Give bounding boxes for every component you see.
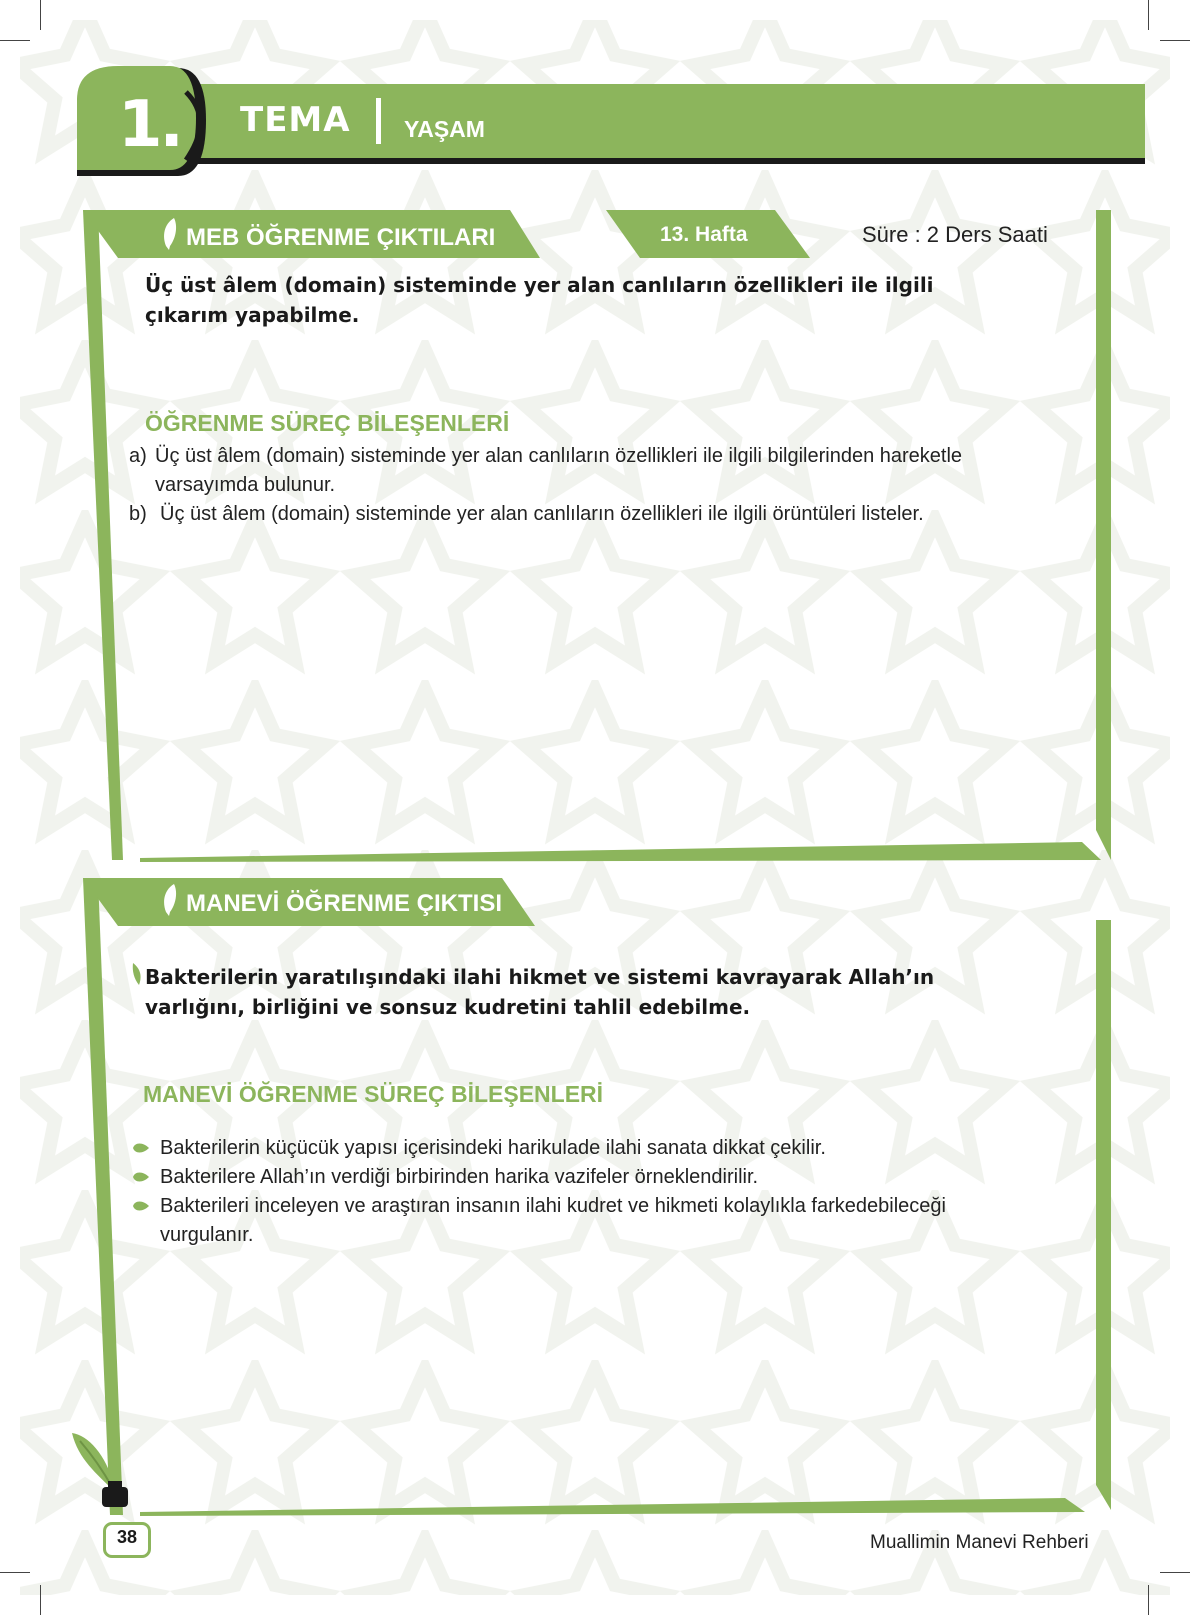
- tema-label: TEMA: [240, 100, 351, 140]
- bullet-item-continuation: vurgulanır.: [160, 1224, 254, 1246]
- bullet-icon: [133, 1200, 149, 1212]
- meb-outcomes-tab: MEB ÖĞRENME ÇIKTILARI: [186, 224, 496, 251]
- list-item-continuation: varsayımda bulunur.: [155, 474, 336, 496]
- crop-mark: [40, 1585, 41, 1615]
- bullet-item: Bakterilerin küçücük yapısı içerisindeki harikulade ilahi sanata dikkat çekilir.: [160, 1137, 826, 1159]
- bullet-icon: [133, 1171, 149, 1183]
- quill-icon: [160, 216, 180, 252]
- tema-name: YAŞAM: [404, 116, 485, 142]
- process-heading: ÖĞRENME SÜREÇ BİLEŞENLERİ: [145, 410, 510, 436]
- list-marker: a): [129, 445, 147, 467]
- bullet-icon: [133, 1142, 149, 1154]
- manevi-process-heading: MANEVİ ÖĞRENME SÜREÇ BİLEŞENLERİ: [143, 1081, 604, 1107]
- page-number: 38: [116, 1527, 138, 1547]
- meb-outcome-line1: Üç üst âlem (domain) sisteminde yer alan canlıların özellikleri ile ilgili: [145, 273, 934, 297]
- list-marker: b): [129, 503, 147, 525]
- book-title: Muallimin Manevi Rehberi: [870, 1532, 1089, 1553]
- theme-number: 1.: [118, 88, 181, 162]
- week-label: 13. Hafta: [660, 223, 748, 246]
- bullet-leaf-icon: [131, 963, 143, 985]
- crop-mark: [1148, 1585, 1149, 1615]
- crop-mark: [1160, 1572, 1190, 1573]
- bullet-item: Bakterileri inceleyen ve araştıran insanın ilahi kudret ve hikmeti kolaylıkla farkedebileceği: [160, 1195, 946, 1217]
- bullet-item: Bakterilere Allah’ın verdiği birbirinden harika vazifeler örneklendirilir.: [160, 1166, 759, 1188]
- crop-mark: [0, 1572, 30, 1573]
- list-item: Üç üst âlem (domain) sisteminde yer alan canlıların özellikleri ile ilgili bilgilerinden hareketle: [155, 445, 963, 467]
- quill-icon: [160, 882, 180, 918]
- meb-outcome-line2: çıkarım yapabilme.: [145, 303, 360, 327]
- manevi-outcome-line1: Bakterilerin yaratılışındaki ilahi hikmet ve sistemi kavrayarak Allah’ın: [145, 965, 935, 989]
- manevi-outcome-tab: MANEVİ ÖĞRENME ÇIKTISI: [186, 890, 503, 917]
- list-item: Üç üst âlem (domain) sisteminde yer alan canlıların özellikleri ile ilgili örüntüleri listeler.: [160, 503, 924, 525]
- duration-label: Süre : 2 Ders Saati: [862, 222, 1048, 247]
- quill-inkwell-icon: [68, 1425, 138, 1515]
- manevi-outcome-line2: varlığını, birliğini ve sonsuz kudretini tahlil edebilme.: [145, 995, 751, 1019]
